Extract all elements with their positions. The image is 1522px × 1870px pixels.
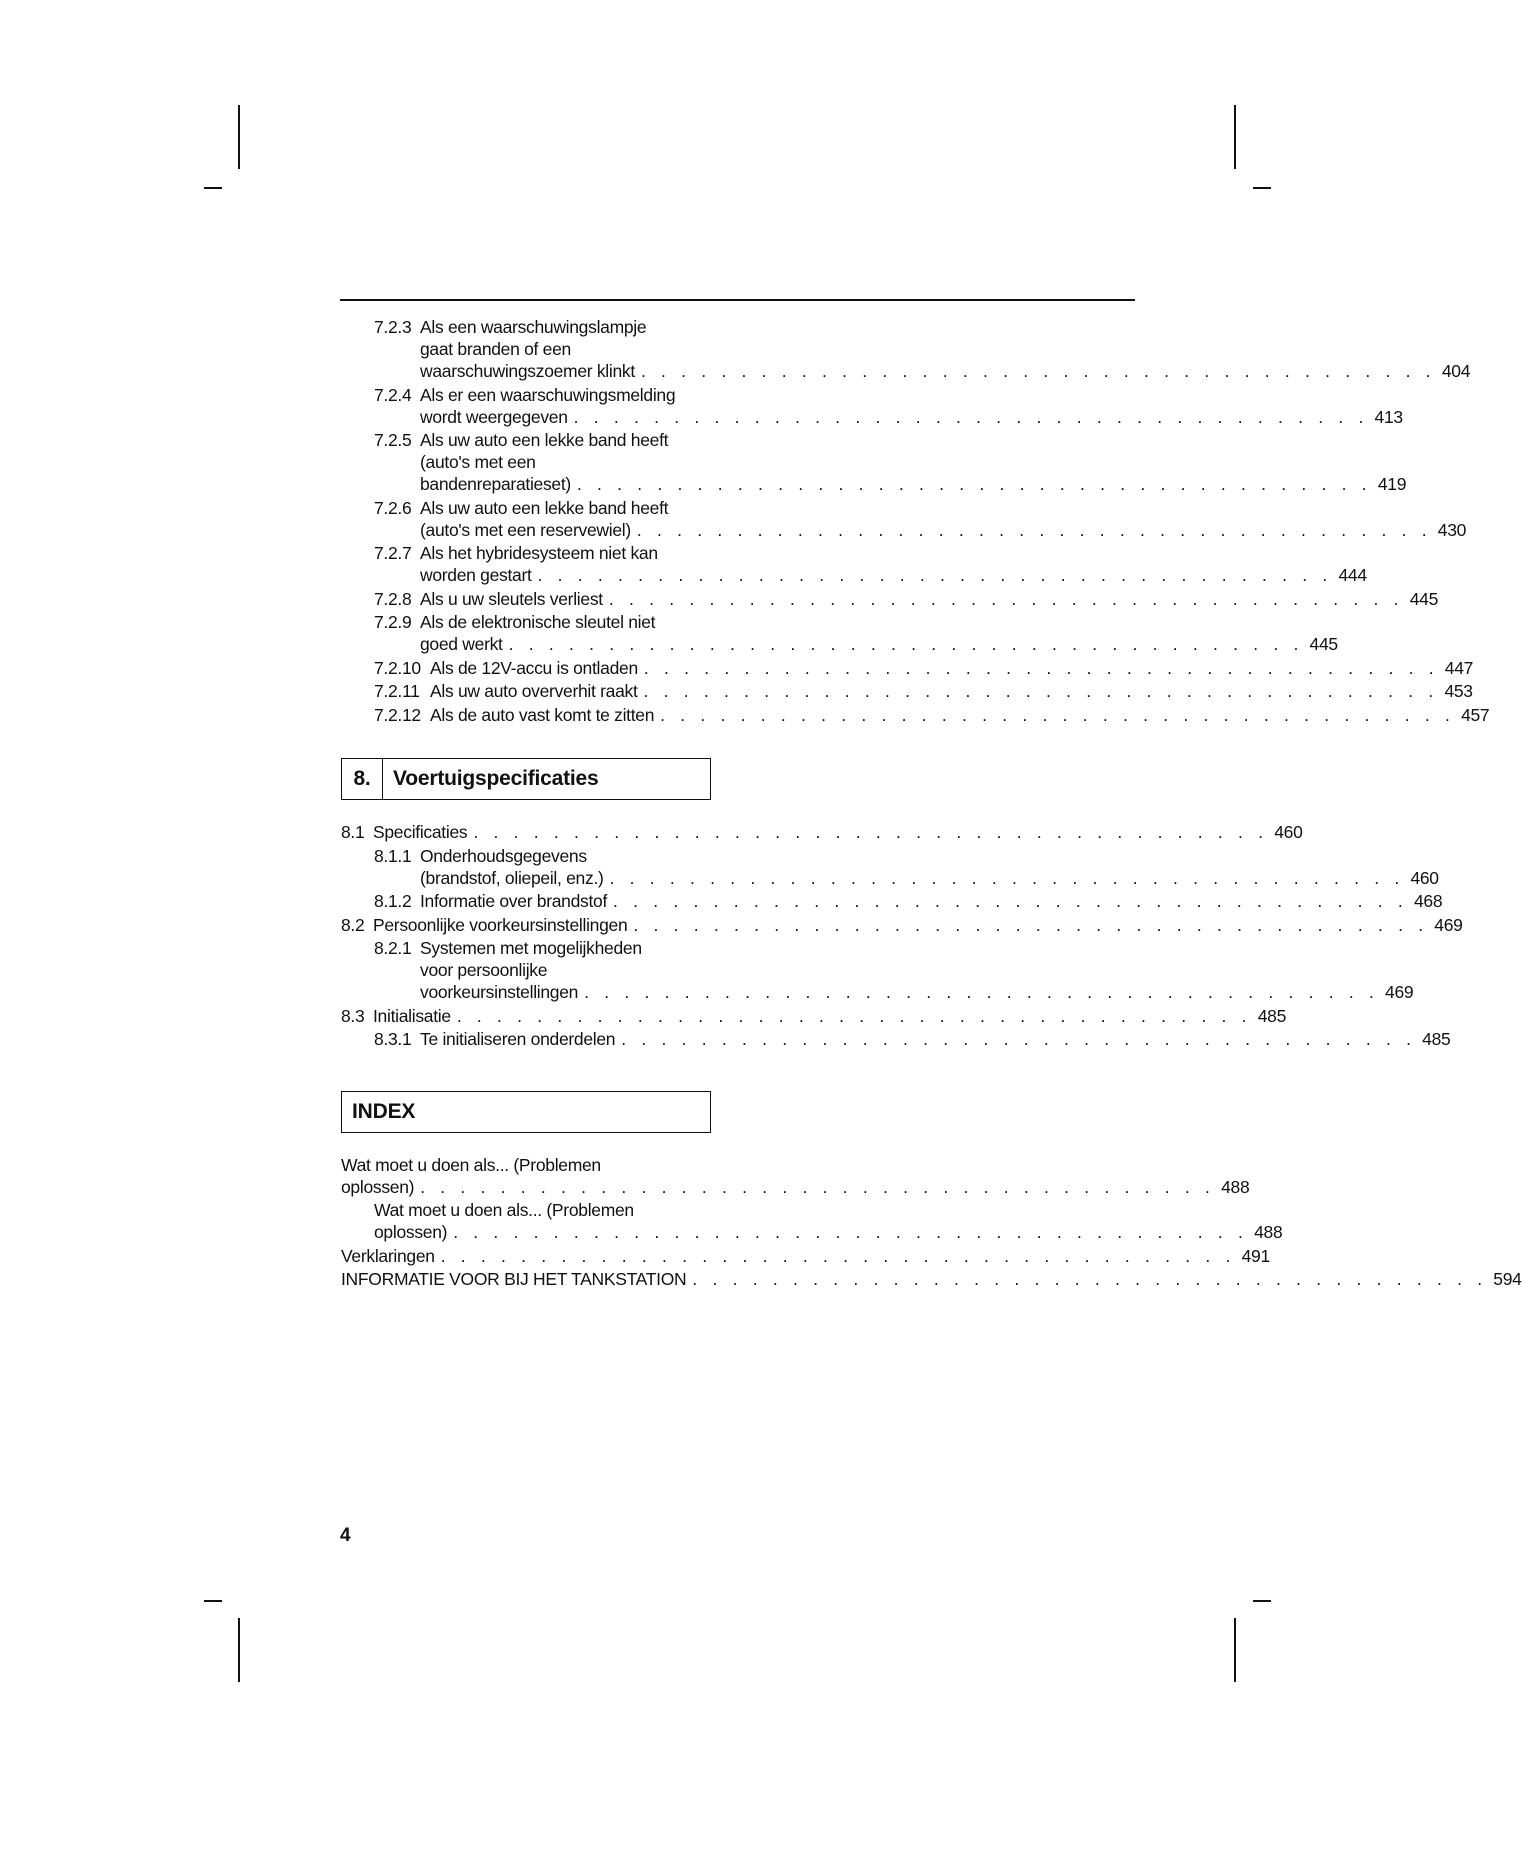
toc-entry-last-line	[341, 1176, 1250, 1198]
index-list	[341, 1154, 1522, 1291]
toc-entry-last-line	[373, 914, 1463, 936]
toc-entry-body	[374, 657, 1474, 679]
toc-entry-body	[374, 588, 1439, 610]
dot-leader: . . . . . . . . . . . . . . . . . . . . . . . . . . . . . . . . . . . . . . . .	[456, 1005, 1252, 1026]
toc-entry-body	[341, 914, 1463, 936]
toc-entry-page: 419	[1377, 474, 1407, 494]
toc-entry-number: 7.2.8	[374, 588, 412, 609]
toc-entry-number: 8.1	[341, 822, 365, 842]
dot-leader: . . . . . . . . . . . . . . . . . . . . . . . . . . . . . . . . . . . . . . . .	[613, 891, 1408, 911]
toc-entry	[341, 611, 1338, 655]
toc-entry-page: 430	[1437, 519, 1467, 540]
toc-entry-page: 447	[1444, 657, 1474, 678]
toc-entry-last-line	[420, 588, 1439, 610]
toc-entry-text: Persoonlijke voorkeursinstellingen	[373, 914, 628, 935]
toc-entry-text: voorkeursinstellingen	[420, 982, 579, 1002]
toc-entry-text: voor persoonlijke	[420, 960, 548, 980]
toc-entry-last-line	[420, 633, 1338, 655]
toc-entry-text: Specificaties	[373, 822, 468, 842]
toc-entry-text: Onderhoudsgegevens	[420, 845, 587, 866]
dot-leader: . . . . . . . . . . . . . . . . . . . . . . . . . . . . . . . . . . . . . . . .	[660, 704, 1456, 725]
toc-entry-text: (auto's met een reservewiel)	[420, 519, 631, 540]
toc-entry-page: 460	[1410, 867, 1439, 888]
toc-entry	[341, 1268, 1522, 1290]
toc-entry-number: 7.2.12	[374, 704, 421, 725]
toc-entry-number: 7.2.4	[374, 384, 412, 405]
toc-entry-text: Wat moet u doen als... (Problemen	[374, 1200, 634, 1220]
dot-leader: . . . . . . . . . . . . . . . . . . . . . . . . . . . . . . . . . . . . . . . .	[584, 982, 1380, 1002]
dot-leader: . . . . . . . . . . . . . . . . . . . . . . . . . . . . . . . . . . . . . . . .	[537, 565, 1333, 585]
toc-entry-number: 7.2.9	[374, 612, 412, 632]
toc-entry	[341, 1199, 1283, 1243]
section-8-list	[341, 821, 1463, 1050]
toc-entry-last-line	[420, 981, 1414, 1003]
toc-entry-number: 8.2	[341, 914, 365, 935]
toc-entry-text: wordt weergegeven	[420, 406, 568, 427]
toc-entry	[341, 588, 1439, 610]
index-heading	[341, 1091, 711, 1133]
toc-entry-number: 8.2.1	[374, 938, 412, 958]
toc-entry-text: Als uw auto een lekke band heeft	[420, 497, 669, 518]
toc-entry-number: 8.1.1	[374, 845, 412, 866]
toc-entry-body	[374, 890, 1443, 912]
toc-entry-body	[374, 611, 1338, 655]
toc-entry-text: gaat branden of een	[420, 339, 571, 359]
crop-mark-bottom-right-horizontal	[1253, 1600, 1271, 1602]
toc-entry-text: Systemen met mogelijkheden	[420, 938, 642, 958]
toc-entry-last-line	[420, 564, 1367, 586]
dot-leader: . . . . . . . . . . . . . . . . . . . . . . . . . . . . . . . . . . . . . . . .	[453, 1222, 1249, 1242]
dot-leader: . . . . . . . . . . . . . . . . . . . . . . . . . . . . . . . . . . . . . . . .	[508, 634, 1304, 654]
dot-leader: . . . . . . . . . . . . . . . . . . . . . . . . . . . . . . . . . . . . . . . .	[643, 657, 1439, 678]
toc-entry-last-line	[373, 821, 1303, 843]
toc-entry-text: oplossen)	[374, 1222, 448, 1242]
toc-entry-text: (auto's met een	[420, 452, 536, 472]
dot-leader: . . . . . . . . . . . . . . . . . . . . . . . . . . . . . . . . . . . . . . . .	[633, 914, 1429, 935]
toc-entry-body	[374, 497, 1467, 541]
toc-entry-number: 8.3	[341, 1005, 365, 1026]
toc-entry-last-line	[420, 473, 1407, 495]
toc-entry-page: 469	[1385, 982, 1414, 1002]
toc-column	[341, 316, 1522, 1292]
toc-entry-last-line	[341, 1245, 1270, 1267]
toc-entry-body	[341, 1199, 1283, 1243]
dot-leader: . . . . . . . . . . . . . . . . . . . . . . . . . . . . . . . . . . . . . . . .	[420, 1176, 1216, 1197]
dot-leader: . . . . . . . . . . . . . . . . . . . . . . . . . . . . . . . . . . . . . . . .	[609, 867, 1405, 888]
toc-entry	[341, 497, 1467, 541]
section-8-heading	[341, 758, 711, 800]
section-8-title: Voertuigspecificaties	[393, 767, 599, 790]
toc-entry-last-line	[341, 1268, 1522, 1290]
toc-entry-last-line	[430, 657, 1474, 679]
toc-entry-last-line	[420, 360, 1471, 382]
toc-entry-last-line	[420, 867, 1439, 889]
toc-entry-text: Te initialiseren onderdelen	[420, 1029, 616, 1049]
toc-entry	[341, 821, 1303, 843]
toc-entry-text: Als u uw sleutels verliest	[420, 588, 603, 609]
toc-entry-text: Wat moet u doen als... (Problemen	[341, 1154, 601, 1175]
toc-entry	[341, 384, 1403, 428]
header-rule	[340, 299, 1135, 301]
toc-entry-last-line	[430, 680, 1473, 702]
toc-entry-page: 457	[1461, 704, 1490, 725]
toc-entry-number: 7.2.3	[374, 317, 412, 337]
crop-mark-top-right-horizontal	[1253, 187, 1271, 189]
toc-entry-last-line	[373, 1005, 1287, 1027]
crop-mark-top-left-horizontal	[204, 187, 222, 189]
toc-entry	[341, 890, 1443, 912]
toc-entry-text: Als de 12V-accu is ontladen	[430, 657, 638, 678]
toc-entry	[341, 316, 1471, 382]
toc-entry-number: 8.1.2	[374, 891, 412, 911]
toc-entry-page: 444	[1338, 565, 1367, 585]
toc-entry-page: 413	[1374, 406, 1403, 427]
toc-entry-body	[341, 1245, 1270, 1267]
toc-entry-text: oplossen)	[341, 1176, 415, 1197]
section-8-number: 8.	[342, 759, 383, 799]
toc-entry-text: (brandstof, oliepeil, enz.)	[420, 867, 604, 888]
toc-entry-page: 453	[1444, 681, 1473, 701]
toc-entry-body	[341, 821, 1303, 843]
toc-entry-body	[374, 680, 1473, 702]
toc-entry-text: Als het hybridesysteem niet kan	[420, 543, 658, 563]
toc-entry-body	[374, 542, 1367, 586]
toc-entry-text: INFORMATIE VOOR BIJ HET TANKSTATION	[341, 1269, 687, 1289]
toc-entry	[341, 680, 1473, 702]
toc-entry-number: 7.2.6	[374, 497, 412, 518]
toc-entry-page: 485	[1422, 1029, 1451, 1049]
toc-entry-body	[374, 845, 1439, 889]
crop-mark-top-left-vertical	[238, 105, 240, 169]
toc-entry-page: 491	[1241, 1245, 1270, 1266]
toc-entry-body	[341, 1154, 1250, 1198]
dot-leader: . . . . . . . . . . . . . . . . . . . . . . . . . . . . . . . . . . . . . . . .	[636, 519, 1432, 540]
toc-entry-body	[374, 704, 1490, 726]
dot-leader: . . . . . . . . . . . . . . . . . . . . . . . . . . . . . . . . . . . . . . . .	[440, 1245, 1236, 1266]
toc-entry-text: Als een waarschuwingslampje	[420, 317, 647, 337]
toc-entry	[341, 1245, 1270, 1267]
crop-mark-top-right-vertical	[1234, 105, 1236, 169]
toc-entry	[341, 542, 1367, 586]
toc-entry-last-line	[420, 890, 1443, 912]
toc-entry-page: 404	[1441, 361, 1471, 381]
page-number: 4	[340, 1525, 351, 1546]
toc-entry-body	[374, 1028, 1451, 1050]
toc-entry	[341, 914, 1463, 936]
dot-leader: . . . . . . . . . . . . . . . . . . . . . . . . . . . . . . . . . . . . . . . .	[473, 822, 1269, 842]
toc-entry-number: 8.3.1	[374, 1029, 412, 1049]
toc-entry-text: waarschuwingszoemer klinkt	[420, 361, 635, 381]
toc-entry-text: Verklaringen	[341, 1245, 435, 1266]
crop-mark-bottom-right-vertical	[1234, 1618, 1236, 1682]
dot-leader: . . . . . . . . . . . . . . . . . . . . . . . . . . . . . . . . . . . . . . . .	[576, 474, 1372, 494]
crop-mark-bottom-left-vertical	[238, 1618, 240, 1682]
toc-entry-text: Als uw auto oververhit raakt	[430, 681, 638, 701]
crop-mark-bottom-left-horizontal	[204, 1600, 222, 1602]
dot-leader: . . . . . . . . . . . . . . . . . . . . . . . . . . . . . . . . . . . . . . . .	[621, 1029, 1417, 1049]
toc-entry-page: 468	[1413, 891, 1443, 911]
toc-entry-body	[374, 384, 1403, 428]
toc-entry-text: Als uw auto een lekke band heeft	[420, 430, 669, 450]
toc-entry	[341, 657, 1474, 679]
dot-leader: . . . . . . . . . . . . . . . . . . . . . . . . . . . . . . . . . . . . . . . .	[640, 361, 1436, 381]
toc-entry	[341, 704, 1490, 726]
toc-entry-number: 7.2.7	[374, 543, 412, 563]
toc-entry-text: Informatie over brandstof	[420, 891, 608, 911]
toc-entry-body	[374, 937, 1414, 1003]
toc-entry-page: 488	[1221, 1176, 1250, 1197]
toc-entry-number: 7.2.11	[374, 681, 420, 701]
index-title: INDEX	[352, 1099, 416, 1123]
toc-entry-text: Initialisatie	[373, 1005, 451, 1026]
toc-entry-page: 594	[1493, 1269, 1522, 1289]
dot-leader: . . . . . . . . . . . . . . . . . . . . . . . . . . . . . . . . . . . . . . . .	[643, 681, 1439, 701]
toc-entry	[341, 937, 1414, 1003]
toc-entry-text: bandenreparatieset)	[420, 474, 571, 494]
toc-entry-body	[341, 1268, 1522, 1290]
toc-entry-last-line	[420, 519, 1467, 541]
toc-entry	[341, 429, 1407, 495]
toc-entry-last-line	[420, 1028, 1451, 1050]
toc-entry-text: Als de elektronische sleutel niet	[420, 612, 656, 632]
toc-entry-last-line	[430, 704, 1490, 726]
toc-entry-text: worden gestart	[420, 565, 532, 585]
toc-entry-page: 445	[1409, 588, 1439, 609]
toc-continued-list	[341, 316, 1490, 726]
toc-entry-last-line	[374, 1221, 1283, 1243]
toc-entry-page: 445	[1309, 634, 1338, 654]
toc-entry	[341, 845, 1439, 889]
toc-entry	[341, 1154, 1250, 1198]
toc-entry-page: 469	[1434, 914, 1463, 935]
toc-entry-last-line	[420, 406, 1403, 428]
toc-entry-number: 7.2.10	[374, 657, 421, 678]
toc-entry-body	[374, 429, 1407, 495]
toc-entry-page: 485	[1257, 1005, 1287, 1026]
toc-entry-body	[374, 316, 1471, 382]
toc-entry-text: Als er een waarschuwingsmelding	[420, 384, 676, 405]
toc-entry-text: Als de auto vast komt te zitten	[430, 704, 655, 725]
toc-entry	[341, 1005, 1287, 1027]
toc-entry-text: goed werkt	[420, 634, 503, 654]
toc-entry	[341, 1028, 1451, 1050]
toc-entry-page: 460	[1274, 822, 1303, 842]
toc-entry-number: 7.2.5	[374, 430, 412, 450]
toc-entry-page: 488	[1254, 1222, 1283, 1242]
dot-leader: . . . . . . . . . . . . . . . . . . . . . . . . . . . . . . . . . . . . . . . .	[573, 406, 1369, 427]
toc-entry-body	[341, 1005, 1287, 1027]
dot-leader: . . . . . . . . . . . . . . . . . . . . . . . . . . . . . . . . . . . . . . . .	[692, 1269, 1488, 1289]
dot-leader: . . . . . . . . . . . . . . . . . . . . . . . . . . . . . . . . . . . . . . . .	[608, 588, 1404, 609]
